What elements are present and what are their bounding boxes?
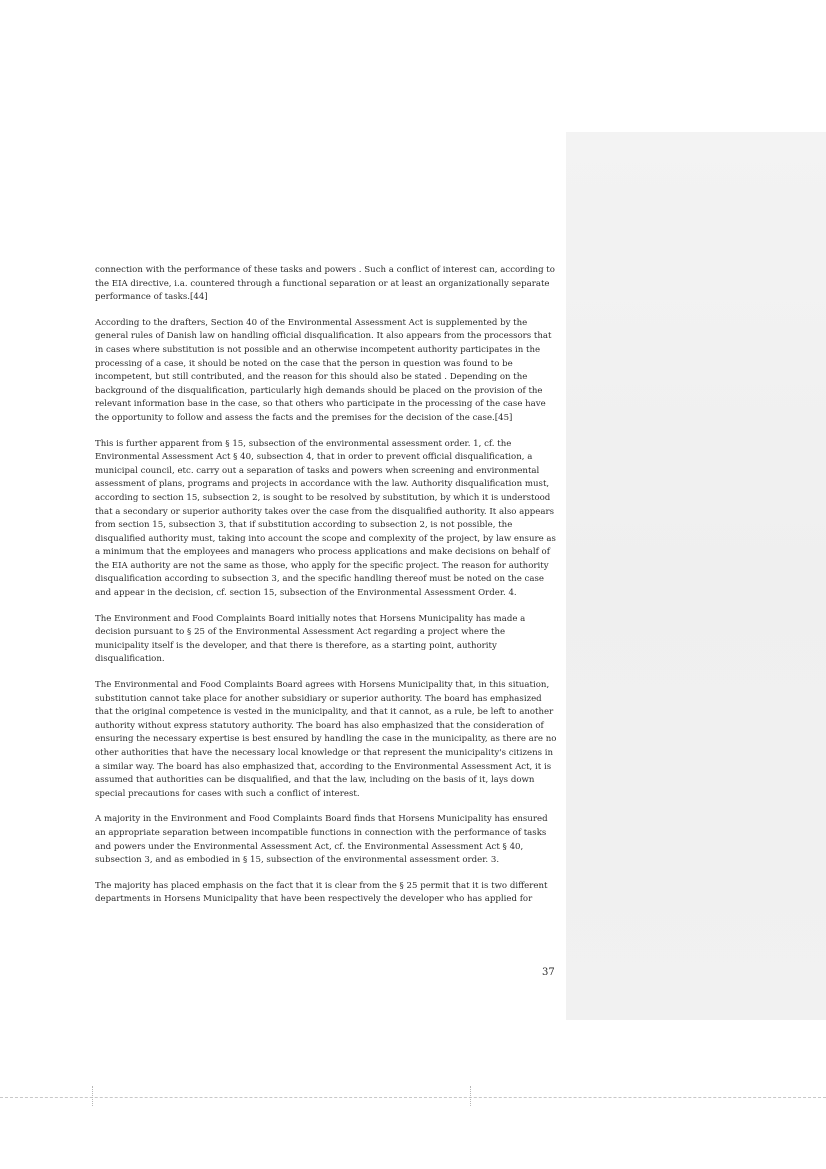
- scan-shaded-margin: [566, 132, 826, 1020]
- paragraph: connection with the performance of these tasks and powers . Such a conflict of interest can, according to the EIA directive, i.a. countered through a functional separation or at least an organizationally separate performance of tasks.[44]: [95, 265, 555, 303]
- document-body: [95, 264, 557, 919]
- page-number: 37: [542, 967, 555, 978]
- scan-artifact-mark: [92, 1086, 97, 1106]
- paragraph: The majority has placed emphasis on the fact that it is clear from the § 25 permit that it is two different departments in Horsens Municipality that have been respectively the developer who has applied for: [95, 880, 548, 905]
- paragraph: According to the drafters, Section 40 of the Environmental Assessment Act is supplemented by the general rules of Danish law on handling official disqualification. It also appears from the processors that in cases where substitution is not possible and an otherwise incompetent authority participates in the processing of a case, it should be noted on the case that the person in question was found to be incompetent, but still contributed, and the reason for this should also be stated . Depending on the background of the disqualification, particularly high demands should be placed on the provision of the relevant information base in the case, so that others who participate in the processing of the case have the opportunity to follow and assess the facts and the premises for the decision of the case.[45]: [95, 317, 552, 423]
- paragraph: The Environmental and Food Complaints Board agrees with Horsens Municipality that, in this situation, substitution cannot take place for another subsidiary or superior authority. The board has emphasized that the original competence is vested in the municipality, and that it cannot, as a rule, be left to another authority without express statutory authority. The board has also emphasized that the consideration of ensuring the necessary expertise is best ensured by handling the case in the municipality, as there are no other authorities that have the necessary local knowledge or that represent the municipality's citizens in a similar way. The board has also emphasized that, according to the Environmental Assessment Act, it is assumed that authorities can be disqualified, and that the law, including on the basis of it, lays down special precautions for cases with such a conflict of interest.: [95, 680, 557, 799]
- paragraph: The Environment and Food Complaints Board initially notes that Horsens Municipality has made a decision pursuant to § 25 of the Environmental Assessment Act regarding a project where the municipality itself is the developer, and that there is therefore, as a starting point, authority disqualification.: [95, 613, 526, 665]
- paragraph: This is further apparent from § 15, subsection of the environmental assessment order. 1, cf. the Environmental Assessment Act § 40, subsection 4, that in order to prevent official disqualification, a municipal council, etc. carry out a separation of tasks and powers when screening and environmental assessment of plans, programs and projects in accordance with the law. Authority disqualification must, according to section 15, subsection 2, is sought to be resolved by substitution, by which it is understood that a secondary or superior authority takes over the case from the disqualified authority. It also appears from section 15, subsection 3, that if substitution according to subsection 2, is not possible, the disqualified authority must, taking into account the scope and complexity of the project, by law ensure as a minimum that the employees and managers who process applications and make decisions on behalf of the EIA authority are not the same as those, who apply for the specific project. The reason for authority disqualification according to subsection 3, and the specific handling thereof must be noted on the case and appear in the decision, cf. section 15, subsection of the Environmental Assessment Order. 4.: [95, 438, 556, 599]
- scan-edge-line: [0, 1097, 826, 1098]
- scan-artifact-mark: [470, 1086, 475, 1106]
- paragraph: A majority in the Environment and Food Complaints Board finds that Horsens Municipality has ensured an appropriate separation between incompatible functions in connection with the performance of tasks and powers under the Environmental Assessment Act, cf. the Environmental Assessment Act § 40, subsection 3, and as embodied in § 15, subsection of the environmental assessment order. 3.: [95, 814, 548, 866]
